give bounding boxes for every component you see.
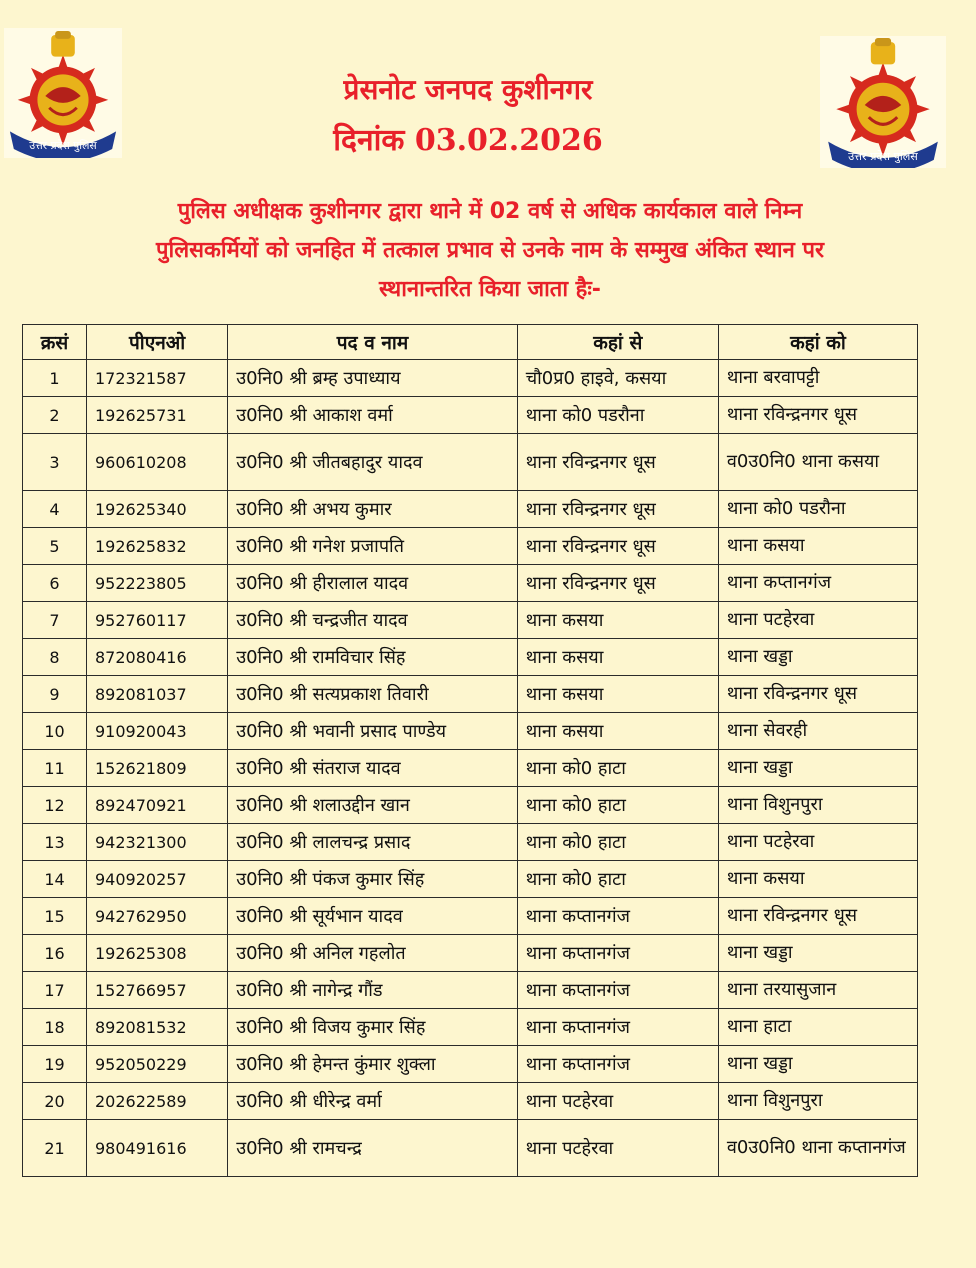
cell-pno: 980491616 — [87, 1120, 228, 1177]
cell-rank-name: उ0नि0 श्री हीरालाल यादव — [228, 565, 518, 602]
cell-rank-name: उ0नि0 श्री भवानी प्रसाद पाण्डेय — [228, 713, 518, 750]
cell-from: थाना को0 पडरौना — [517, 397, 718, 434]
cell-to: थाना कसया — [718, 528, 917, 565]
cell-from: थाना रविन्द्रनगर धूस — [517, 565, 718, 602]
table-row — [23, 898, 918, 935]
cell-serial: 19 — [23, 1046, 87, 1083]
cell-serial: 20 — [23, 1083, 87, 1120]
table-header-row — [23, 325, 918, 360]
cell-to: थाना को0 पडरौना — [718, 491, 917, 528]
table-row — [23, 491, 918, 528]
header-serial: क्रसं — [23, 325, 87, 360]
header-from: कहां से — [517, 325, 718, 360]
cell-from: थाना कप्तानगंज — [517, 1009, 718, 1046]
cell-rank-name: उ0नि0 श्री ब्रम्ह उपाध्याय — [228, 360, 518, 397]
cell-to: थाना कसया — [718, 861, 917, 898]
header-pno: पीएनओ — [87, 325, 228, 360]
table-row — [23, 1083, 918, 1120]
cell-from: थाना कसया — [517, 602, 718, 639]
cell-rank-name: उ0नि0 श्री जीतबहादुर यादव — [228, 434, 518, 491]
cell-serial: 10 — [23, 713, 87, 750]
cell-rank-name: उ0नि0 श्री पंकज कुमार सिंह — [228, 861, 518, 898]
cell-serial: 12 — [23, 787, 87, 824]
cell-pno: 152621809 — [87, 750, 228, 787]
table-row — [23, 639, 918, 676]
emblem-ribbon-text: उत्तर प्रदेश पुलिस — [29, 139, 97, 153]
table-row — [23, 528, 918, 565]
cell-serial: 4 — [23, 491, 87, 528]
cell-to: थाना तरयासुजान — [718, 972, 917, 1009]
table-row — [23, 397, 918, 434]
table-row — [23, 360, 918, 397]
cell-from: थाना कप्तानगंज — [517, 935, 718, 972]
press-note-date: दिनांक 03.02.2026 — [333, 123, 603, 158]
cell-rank-name: उ0नि0 श्री रामविचार सिंह — [228, 639, 518, 676]
cell-rank-name: उ0नि0 श्री संतराज यादव — [228, 750, 518, 787]
cell-to: थाना हाटा — [718, 1009, 917, 1046]
header-to: कहां को — [718, 325, 917, 360]
cell-from: थाना पटहेरवा — [517, 1083, 718, 1120]
cell-rank-name: उ0नि0 श्री विजय कुमार सिंह — [228, 1009, 518, 1046]
table-row — [23, 1009, 918, 1046]
cell-serial: 1 — [23, 360, 87, 397]
cell-serial: 3 — [23, 434, 87, 491]
table-row — [23, 676, 918, 713]
intro-paragraph — [40, 192, 940, 309]
cell-serial: 2 — [23, 397, 87, 434]
cell-rank-name: उ0नि0 श्री रामचन्द्र — [228, 1120, 518, 1177]
table-row — [23, 713, 918, 750]
cell-rank-name: उ0नि0 श्री गनेश प्रजापति — [228, 528, 518, 565]
cell-serial: 13 — [23, 824, 87, 861]
cell-pno: 892081037 — [87, 676, 228, 713]
cell-pno: 172321587 — [87, 360, 228, 397]
table-row — [23, 434, 918, 491]
cell-rank-name: उ0नि0 श्री नागेन्द्र गौंड — [228, 972, 518, 1009]
cell-serial: 7 — [23, 602, 87, 639]
cell-pno: 910920043 — [87, 713, 228, 750]
cell-rank-name: उ0नि0 श्री धीरेन्द्र वर्मा — [228, 1083, 518, 1120]
table-row — [23, 602, 918, 639]
intro-line-2: पुलिसकर्मियों को जनहित में तत्काल प्रभाव से उनके नाम के सम्मुख अंकित स्थान पर — [156, 238, 824, 263]
cell-from: थाना पटहेरवा — [517, 1120, 718, 1177]
cell-to: थाना पटहेरवा — [718, 824, 917, 861]
cell-serial: 6 — [23, 565, 87, 602]
cell-from: थाना रविन्द्रनगर धूस — [517, 491, 718, 528]
cell-to: थाना पटहेरवा — [718, 602, 917, 639]
cell-to: थाना विशुनपुरा — [718, 1083, 917, 1120]
cell-serial: 9 — [23, 676, 87, 713]
cell-pno: 942762950 — [87, 898, 228, 935]
table-row — [23, 1120, 918, 1177]
cell-serial: 5 — [23, 528, 87, 565]
cell-serial: 14 — [23, 861, 87, 898]
cell-pno: 942321300 — [87, 824, 228, 861]
cell-pno: 192625340 — [87, 491, 228, 528]
cell-from: थाना को0 हाटा — [517, 824, 718, 861]
cell-to: थाना बरवापट्टी — [718, 360, 917, 397]
cell-serial: 18 — [23, 1009, 87, 1046]
cell-from: थाना कप्तानगंज — [517, 898, 718, 935]
intro-line-1: पुलिस अधीक्षक कुशीनगर द्वारा थाने में 02 वर्ष से अधिक कार्यकाल वाले निम्न — [177, 199, 803, 224]
cell-to: व0उ0नि0 थाना कप्तानगंज — [718, 1120, 917, 1177]
cell-from: थाना को0 हाटा — [517, 750, 718, 787]
cell-pno: 192625308 — [87, 935, 228, 972]
cell-rank-name: उ0नि0 श्री सत्यप्रकाश तिवारी — [228, 676, 518, 713]
cell-to: थाना खड्डा — [718, 1046, 917, 1083]
cell-pno: 872080416 — [87, 639, 228, 676]
cell-to: थाना खड्डा — [718, 750, 917, 787]
cell-to: थाना रविन्द्रनगर धूस — [718, 676, 917, 713]
cell-from: चौ0प्र0 हाइवे, कसया — [517, 360, 718, 397]
cell-rank-name: उ0नि0 श्री अभय कुमार — [228, 491, 518, 528]
cell-to: थाना रविन्द्रनगर धूस — [718, 898, 917, 935]
intro-line-3: स्थानान्तरित किया जाता हैः- — [379, 277, 601, 302]
cell-pno: 952223805 — [87, 565, 228, 602]
cell-pno: 960610208 — [87, 434, 228, 491]
cell-to: थाना खड्डा — [718, 935, 917, 972]
cell-rank-name: उ0नि0 श्री चन्द्रजीत यादव — [228, 602, 518, 639]
cell-from: थाना को0 हाटा — [517, 787, 718, 824]
cell-from: थाना को0 हाटा — [517, 861, 718, 898]
cell-pno: 192625731 — [87, 397, 228, 434]
cell-pno: 952760117 — [87, 602, 228, 639]
cell-rank-name: उ0नि0 श्री शलाउद्दीन खान — [228, 787, 518, 824]
cell-rank-name: उ0नि0 श्री सूर्यभान यादव — [228, 898, 518, 935]
cell-pno: 192625832 — [87, 528, 228, 565]
cell-rank-name: उ0नि0 श्री आकाश वर्मा — [228, 397, 518, 434]
cell-from: थाना रविन्द्रनगर धूस — [517, 528, 718, 565]
cell-pno: 892081532 — [87, 1009, 228, 1046]
table-row — [23, 935, 918, 972]
table-row — [23, 972, 918, 1009]
cell-pno: 952050229 — [87, 1046, 228, 1083]
cell-serial: 16 — [23, 935, 87, 972]
cell-serial: 21 — [23, 1120, 87, 1177]
cell-pno: 152766957 — [87, 972, 228, 1009]
table-row — [23, 1046, 918, 1083]
cell-serial: 15 — [23, 898, 87, 935]
press-note-title: प्रेसनोट जनपद कुशीनगर — [343, 73, 593, 106]
cell-from: थाना कसया — [517, 676, 718, 713]
cell-from: थाना कसया — [517, 713, 718, 750]
cell-from: थाना कप्तानगंज — [517, 972, 718, 1009]
table-body — [23, 360, 918, 1177]
cell-to: थाना सेवरही — [718, 713, 917, 750]
table-row — [23, 750, 918, 787]
cell-from: थाना कप्तानगंज — [517, 1046, 718, 1083]
cell-from: थाना कसया — [517, 639, 718, 676]
cell-to: थाना विशुनपुरा — [718, 787, 917, 824]
cell-pno: 940920257 — [87, 861, 228, 898]
cell-pno: 892470921 — [87, 787, 228, 824]
cell-pno: 202622589 — [87, 1083, 228, 1120]
cell-rank-name: उ0नि0 श्री अनिल गहलोत — [228, 935, 518, 972]
cell-to: थाना खड्डा — [718, 639, 917, 676]
table-row — [23, 787, 918, 824]
cell-to: थाना रविन्द्रनगर धूस — [718, 397, 917, 434]
cell-rank-name: उ0नि0 श्री लालचन्द्र प्रसाद — [228, 824, 518, 861]
cell-serial: 8 — [23, 639, 87, 676]
cell-from: थाना रविन्द्रनगर धूस — [517, 434, 718, 491]
cell-rank-name: उ0नि0 श्री हेमन्त कुंमार शुक्ला — [228, 1046, 518, 1083]
cell-serial: 17 — [23, 972, 87, 1009]
table-row — [23, 824, 918, 861]
table-row — [23, 565, 918, 602]
cell-serial: 11 — [23, 750, 87, 787]
emblem-ribbon-text: उत्तर प्रदेश पुलिस — [848, 149, 918, 163]
header-rank-name: पद व नाम — [228, 325, 518, 360]
cell-to: व0उ0नि0 थाना कसया — [718, 434, 917, 491]
cell-to: थाना कप्तानगंज — [718, 565, 917, 602]
table-row — [23, 861, 918, 898]
transfer-table — [22, 324, 918, 1177]
